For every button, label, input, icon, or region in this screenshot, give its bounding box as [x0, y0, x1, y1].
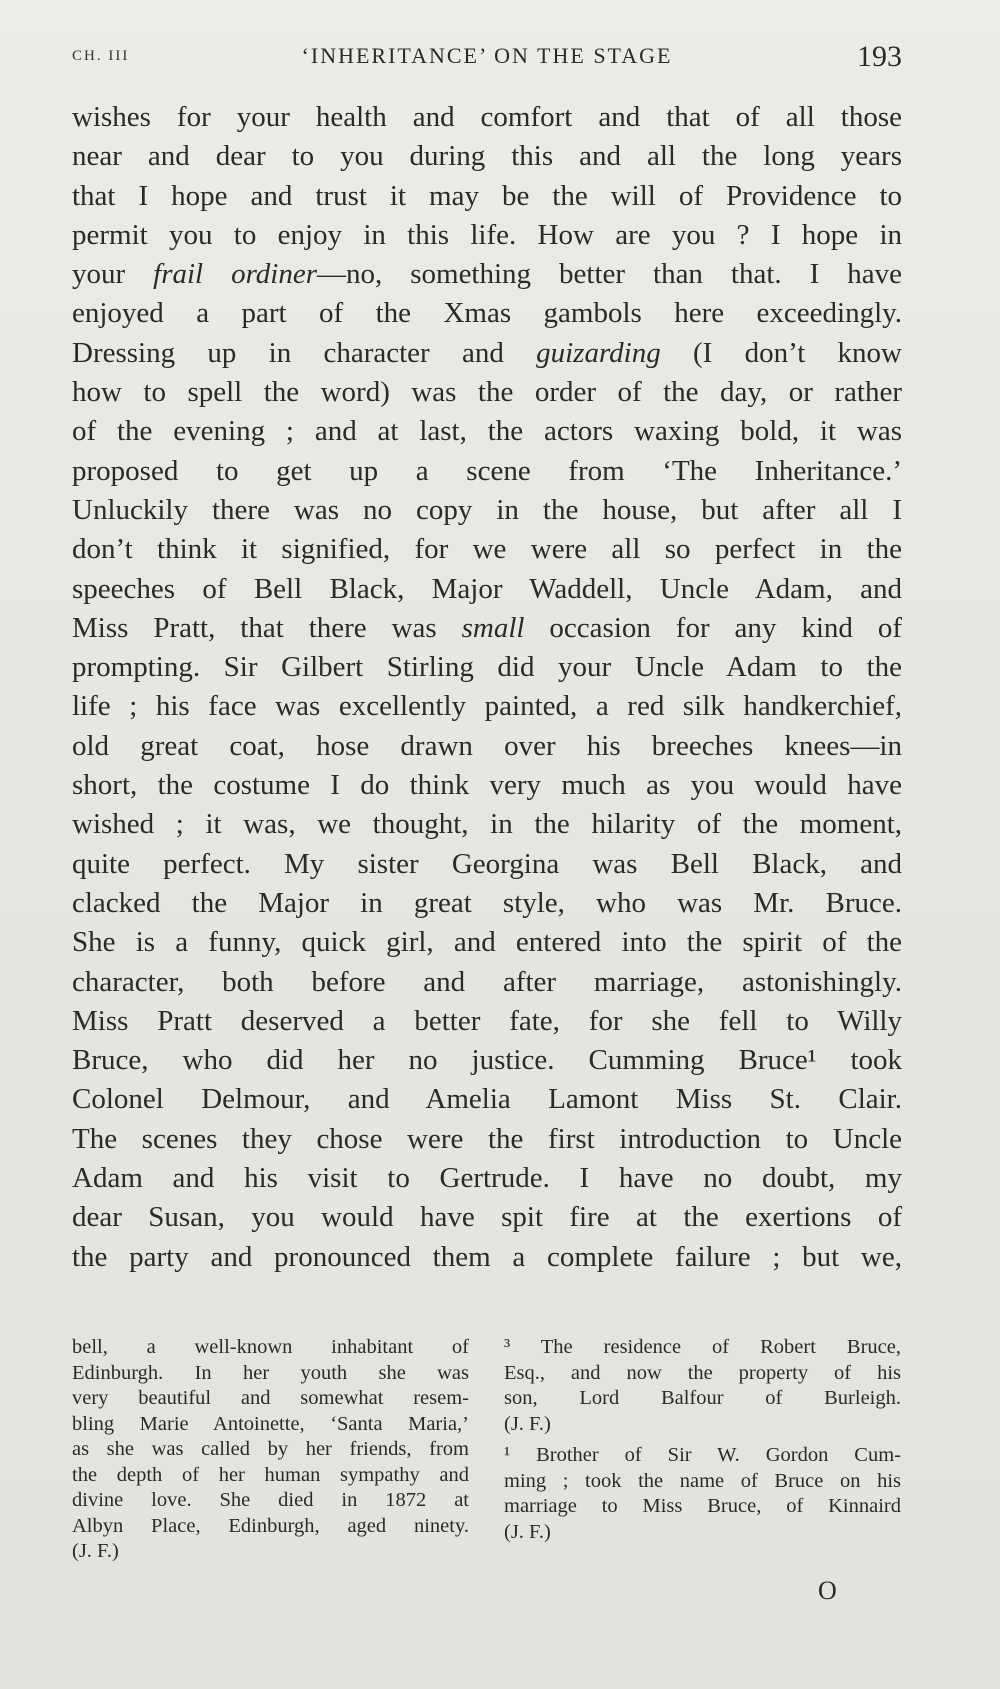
body-line: character, both before and after marriage, astonishingly.	[72, 965, 902, 998]
body-text	[72, 98, 902, 1277]
body-line: that I hope and trust it may be the will of Providence to	[72, 179, 902, 212]
body-line: clacked the Major in great style, who was Mr. Bruce.	[72, 886, 902, 919]
footnote-line: marriage to Miss Bruce, of Kinnaird	[504, 1495, 901, 1517]
body-line: quite perfect. My sister Georgina was Bell Black, and	[72, 847, 902, 880]
footnote-line: ¹ Brother of Sir W. Gordon Cum-	[504, 1444, 901, 1466]
body-line: near and dear to you during this and all the long years	[72, 140, 902, 173]
footnote-line: son, Lord Balfour of Burleigh.	[504, 1387, 901, 1409]
footnote-line: (J. F.)	[504, 1520, 551, 1543]
body-line: Colonel Delmour, and Amelia Lamont Miss St. Clair.	[72, 1083, 902, 1116]
body-line: permit you to enjoy in this life. How are you ? I hope in	[72, 218, 902, 251]
body-line: proposed to get up a scene from ‘The Inheritance.’	[72, 454, 902, 487]
running-title: ‘INHERITANCE’ ON THE STAGE	[301, 43, 673, 68]
footnotes-right	[504, 1335, 901, 1545]
footnote-line: the depth of her human sympathy and	[72, 1463, 469, 1486]
footnote-line: ³ The residence of Robert Bruce,	[504, 1336, 901, 1358]
body-line: Adam and his visit to Gertrude. I have no doubt, my	[72, 1162, 902, 1195]
footnote-line: bell, a well-known inhabitant of	[72, 1336, 469, 1358]
body-line: The scenes they chose were the first introduction to Uncle	[72, 1122, 902, 1155]
body-line: Unluckily there was no copy in the house, but after all I	[72, 493, 902, 526]
footnote-3	[504, 1335, 901, 1437]
footnote-line: (J. F.)	[504, 1412, 551, 1435]
italic-phrase: small	[461, 611, 525, 644]
body-line: wished ; it was, we thought, in the hilarity of the moment,	[72, 808, 902, 841]
footnote-line: bling Marie Antoinette, ‘Santa Maria,’	[72, 1412, 469, 1435]
italic-phrase: guizarding	[536, 336, 661, 369]
body-line: Miss Pratt, that there was small occasion for any kind of	[72, 611, 902, 644]
body-line: of the evening ; and at last, the actors waxing bold, it was	[72, 415, 902, 448]
footnote-line: (J. F.)	[72, 1540, 119, 1562]
footnote-line: ming ; took the name of Bruce on his	[504, 1469, 901, 1492]
body-line: She is a funny, quick girl, and entered into the spirit of the	[72, 926, 902, 959]
body-line: life ; his face was excellently painted, a red silk handkerchief,	[72, 690, 902, 723]
body-line: prompting. Sir Gilbert Stirling did your Uncle Adam to the	[72, 651, 902, 684]
body-line: old great coat, hose drawn over his breeches knees—in	[72, 729, 902, 762]
body-line: the party and pronounced them a complete failure ; but we,	[72, 1240, 902, 1273]
body-line: dear Susan, you would have spit fire at the exertions of	[72, 1201, 902, 1234]
footnote-line: very beautiful and somewhat resem-	[72, 1387, 469, 1409]
italic-phrase: frail ordiner	[153, 258, 317, 291]
body-line: Bruce, who did her no justice. Cumming Bruce¹ took	[72, 1044, 902, 1077]
body-line: Dressing up in character and guizarding (I don’t know	[72, 336, 902, 369]
signature-mark: O	[818, 1576, 837, 1605]
page-number: 193	[857, 40, 902, 73]
body-line: short, the costume I do think very much as you would have	[72, 769, 902, 802]
body-line: enjoyed a part of the Xmas gambols here exceedingly.	[72, 297, 902, 330]
body-line: don’t think it signified, for we were all so perfect in the	[72, 533, 902, 566]
running-head	[72, 40, 902, 74]
footnote-line: Albyn Place, Edinburgh, aged ninety.	[72, 1514, 469, 1537]
footnote-line: as she was called by her friends, from	[72, 1438, 469, 1460]
footnote-line: Esq., and now the property of his	[504, 1361, 901, 1384]
body-line: wishes for your health and comfort and that of all those	[72, 101, 902, 133]
footnote-line: divine love. She died in 1872 at	[72, 1489, 469, 1511]
body-line: Miss Pratt deserved a better fate, for she fell to Willy	[72, 1004, 902, 1037]
footnote-line: Edinburgh. In her youth she was	[72, 1361, 469, 1384]
body-line: speeches of Bell Black, Major Waddell, Uncle Adam, and	[72, 572, 902, 605]
footnote-continued	[72, 1335, 469, 1565]
footnote-1	[504, 1443, 901, 1545]
body-line: how to spell the word) was the order of the day, or rather	[72, 376, 902, 409]
chapter-label: CH. III	[72, 48, 130, 64]
body-line: your frail ordiner—no, something better than that. I have	[72, 258, 902, 291]
